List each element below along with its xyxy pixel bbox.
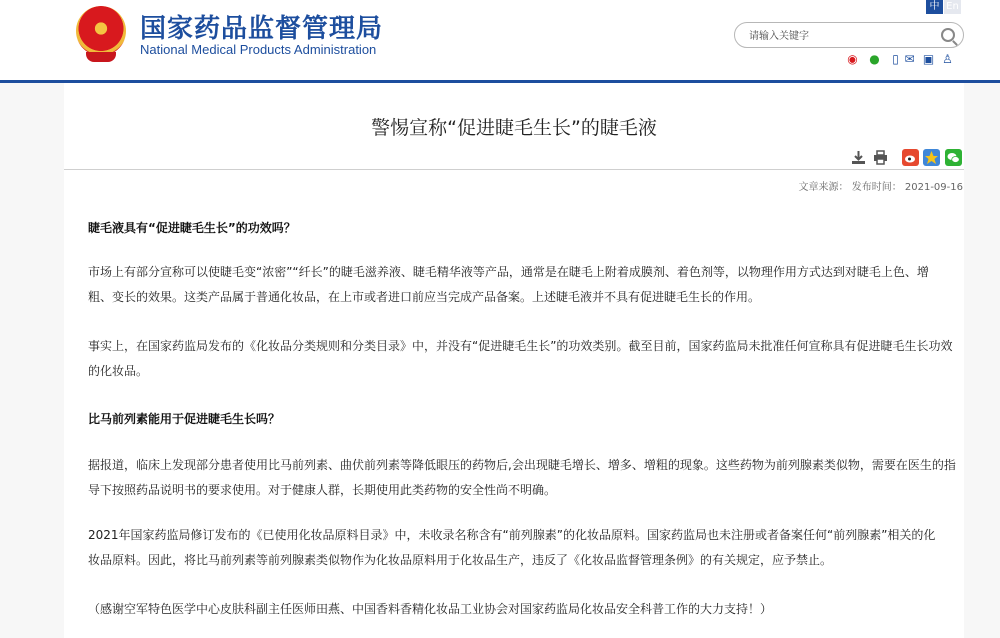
- paragraph-3: [88, 453, 964, 503]
- user-icon[interactable]: ♙: [942, 52, 953, 66]
- weibo-share-icon[interactable]: [902, 149, 919, 166]
- paragraph-4-line-2: 妆品原料。因此，将比马前列素等前列腺素类似物作为化妆品原料用于化妆品生产，违反了《化妆品监督管理条例》的有关规定，应予禁止。: [88, 553, 833, 567]
- site-title-en[interactable]: National Medical Products Administration: [140, 42, 377, 57]
- title-divider: [64, 169, 964, 170]
- wechat-icon[interactable]: ●: [869, 52, 880, 66]
- national-emblem-logo[interactable]: [76, 6, 126, 56]
- paragraph-4: [88, 523, 964, 573]
- message-icon[interactable]: ▣: [922, 52, 935, 66]
- download-icon[interactable]: [851, 150, 866, 165]
- article-meta: 文章来源： 发布时间： 2021-09-16: [798, 182, 963, 193]
- paragraph-4-line-1: 2021年国家药监局修订发布的《已使用化妆品原料目录》中，未收录名称含有“前列腺素”的化妆品原料。国家药监局也未注册或者备案任何“前列腺素”相关的化: [88, 528, 936, 542]
- email-icon[interactable]: ✉: [904, 52, 915, 66]
- lang-en-button[interactable]: En: [944, 0, 961, 14]
- mobile-icon[interactable]: ▯: [892, 52, 899, 66]
- paragraph-1-line-2: 粗、变长的效果。这类产品属于普通化妆品，在上市或者进口前应当完成产品备案。上述睫毛液并不具有促进睫毛生长的作用。: [88, 290, 761, 304]
- paragraph-2: [88, 334, 964, 384]
- acknowledgement: [88, 597, 964, 622]
- search-input[interactable]: [747, 26, 931, 46]
- search-box: [734, 22, 964, 48]
- site-header: [0, 0, 1000, 80]
- site-title-cn[interactable]: 国家药品监督管理局: [140, 14, 384, 44]
- qzone-share-icon[interactable]: [923, 149, 940, 166]
- paragraph-2-line-1: 事实上，在国家药监局发布的《化妆品分类规则和分类目录》中，并没有“促进睫毛生长”的功效类别。截至目前，国家药监局未批准任何宣称具有促进睫毛生长功效: [88, 339, 953, 353]
- acknowledgement-text: （感谢空军特色医学中心皮肤科副主任医师田燕、中国香料香精化妆品工业协会对国家药监局化妆品安全科普工作的大力支持！）: [88, 602, 773, 616]
- paragraph-3-line-2: 导下按照药品说明书的要求使用。对于健康人群，长期使用此类药物的安全性尚不明确。: [88, 483, 557, 497]
- section-heading-1: 睫毛液具有“促进睫毛生长”的功效吗？: [88, 221, 296, 235]
- section-heading-2: 比马前列素能用于促进睫毛生长吗？: [88, 412, 281, 426]
- article-title: 警惕宣称“促进睫毛生长”的睫毛液: [371, 117, 657, 139]
- paragraph-3-line-1: 据报道，临床上发现部分患者使用比马前列素、曲伏前列素等降低眼压的药物后,会出现睫毛增长、增多、增粗的现象。这些药物为前列腺素类似物，需要在医生的指: [88, 458, 956, 472]
- lang-zh-button[interactable]: 中: [926, 0, 943, 14]
- paragraph-1-line-1: 市场上有部分宣称可以使睫毛变“浓密”“纤长”的睫毛滋养液、睫毛精华液等产品，通常是在睫毛上附着成膜剂、着色剂等，以物理作用方式达到对睫毛上色、增: [88, 265, 929, 279]
- wechat-share-icon[interactable]: [945, 149, 962, 166]
- search-icon[interactable]: [941, 28, 955, 42]
- print-icon[interactable]: [873, 150, 888, 165]
- paragraph-1: [88, 260, 964, 310]
- paragraph-2-line-2: 的化妆品。: [88, 364, 149, 378]
- weibo-icon[interactable]: ◉: [847, 52, 858, 66]
